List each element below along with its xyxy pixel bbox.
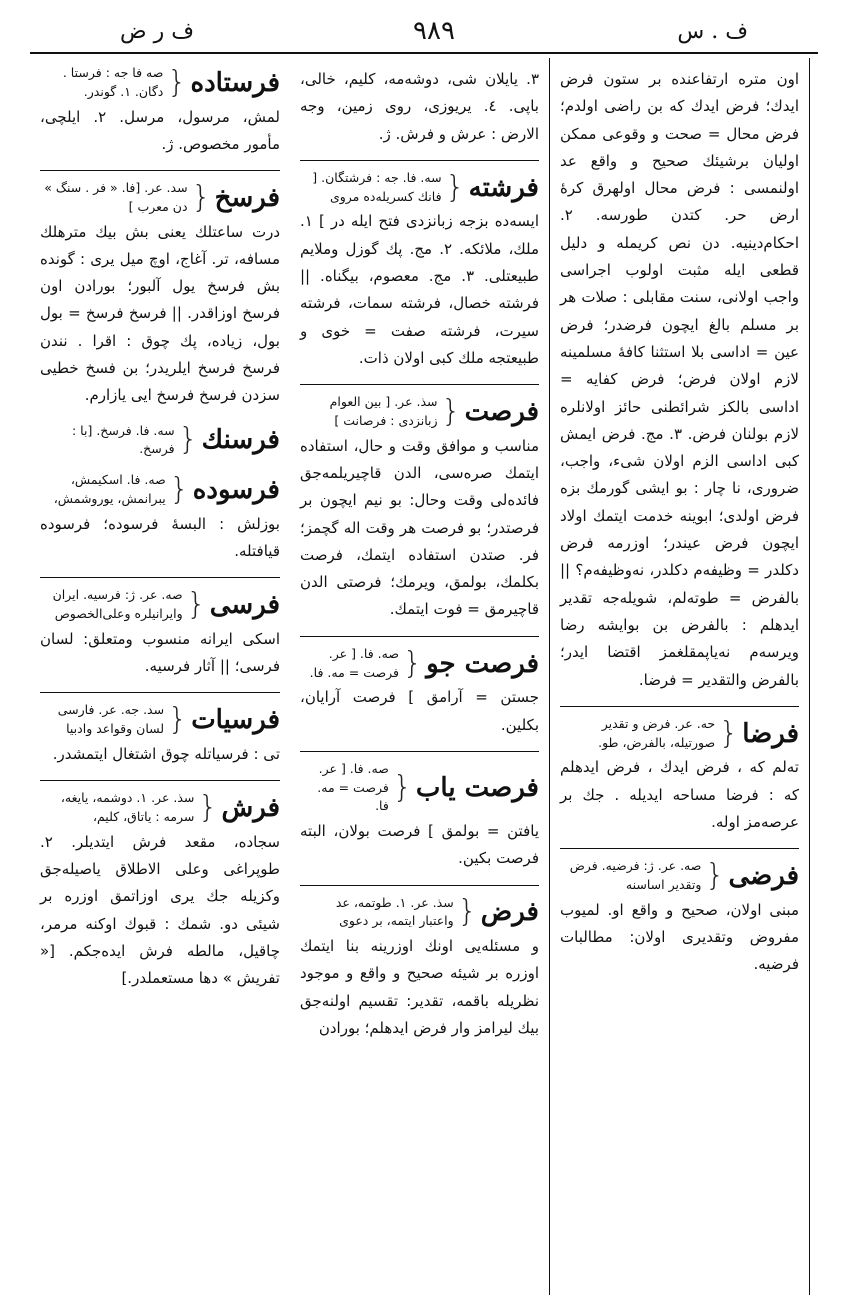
header-left-letters: ف ر ض	[120, 18, 195, 44]
headword: فرسنك	[201, 425, 280, 456]
column-middle	[290, 58, 550, 1295]
definition: جستن = آرامق ] فرصت آرايان، بكلين.	[300, 688, 539, 734]
definition: بوزلش : البسۀ فرسوده؛ فرسوده قيافتله.	[40, 514, 280, 560]
headword: فرستاده	[190, 67, 280, 98]
brace-icon: {	[168, 702, 188, 738]
entry-farzan	[560, 715, 799, 836]
entry-divider	[300, 885, 539, 886]
brace-icon: {	[719, 715, 739, 751]
headword: فرضا	[742, 718, 799, 749]
headword: فرسى	[209, 590, 280, 621]
brace-icon: {	[167, 64, 187, 100]
page-number: ٩٨٩	[413, 16, 455, 46]
headword: فرصت	[464, 396, 539, 427]
column-right	[30, 58, 290, 1295]
headword: فرسوده	[192, 474, 280, 505]
etymology: حه. عر. فرض و تقدير صورتيله، بالفرض، طو.	[598, 715, 716, 750]
brace-icon: {	[186, 587, 206, 623]
etymology: سد. عر. [فا. « فر . سنگ » دن معرب ]	[44, 180, 188, 214]
etymology: سذ. عر. ١. طوتمه، عد واعتبار ايتمه، بر دعوى	[335, 894, 454, 929]
etymology: صه. عر. ژ: فرسيه. ايران وايرانيلره وعلى‌الخصوص	[52, 587, 183, 622]
definition: ته‌لم كه ، فرض ايدك ، فرض ايدهلم كه : فرضا مساحه ايديله . جك بر عرصه‌مز اوله.	[560, 758, 799, 831]
entry-fersi	[40, 586, 280, 680]
entry-fersude	[40, 471, 280, 565]
headword: فرصت ياب	[415, 772, 539, 803]
brace-icon: {	[169, 471, 189, 507]
etymology: صه. فا. [ عر. فرصت = مه. فا.	[309, 645, 399, 680]
header-right-letters: ف . س	[677, 18, 748, 44]
headword: فرصت جو	[426, 648, 539, 679]
header-rule	[30, 52, 818, 54]
entry-divider	[40, 692, 280, 693]
brace-icon: {	[191, 179, 211, 215]
definition: ٣. يايلان شى، دوشه‌مه، كليم، خالى، باپى. ٤. يريوزى، روى زمين، وجه الارض : عرش و فرش. ژ.	[300, 70, 539, 143]
headword: فرسخ	[214, 182, 280, 213]
entry-continuation	[300, 66, 539, 148]
entry-divider	[560, 706, 799, 707]
brace-icon: {	[198, 789, 218, 825]
etymology: سد. جه. عر. فارسى لسان وقواعد وادبيا	[57, 702, 165, 737]
definition: يافتن = بولمق ] فرصت بولان، البته فرصت بكين.	[300, 822, 539, 868]
page-header	[30, 14, 818, 48]
etymology: سه. فا. جه : فرشتگان. [ فانك كسريله‌ده مروى	[312, 169, 442, 204]
entry-ferش	[40, 789, 280, 992]
entry-divider	[300, 160, 539, 161]
headword: فرسيات	[191, 705, 280, 736]
entry-fursat	[300, 393, 539, 624]
etymology: سذ. عر. ١. دوشمه، يايغه، سرمه : ياتاق، كليم،	[60, 790, 195, 824]
column-left	[550, 58, 810, 1295]
entry-fursat-yab	[300, 760, 539, 873]
entry-ferestade	[40, 64, 280, 158]
brace-icon: {	[178, 422, 198, 458]
definition: اسكى ايرانه منسوب ومتعلق: لسان فرسى؛ || آثار فرسيه.	[40, 629, 280, 676]
entry-fereshte	[300, 169, 539, 372]
definition: درت ساعتلك يعنى بش بيك مترهلك مسافه، تر. آغاج، اوچ ميل يرى : گونده بش فرسخ يول آلبور؛ بورادن اون فرسخ اوزاقدر. || فرسخ فرسخ = بول بول، زياده، پك چوق : اقرا . نندن فرسخ فرسخ ايلريدر؛ بن فسخ خطيى سزدن فرسخ فرسخ ايى يازارم.	[40, 222, 280, 405]
entry-farzi	[560, 857, 799, 978]
entry-divider	[40, 780, 280, 781]
etymology: صه. فا. اسكيمش، يبرانمش، يوروشمش،	[53, 472, 166, 506]
entry-fersiyat	[40, 701, 280, 768]
brace-icon: {	[441, 393, 461, 429]
entry-continuation	[560, 66, 799, 694]
definition: مناسب و موافق وقت و حال، استفاده ايتمك صره‌سى، الدن قاچيريلمه‌جق فائده‌لى وقت وحال: بو نيم ايچون بر فرصتدر؛ بو فرصت هر وقت اله گچمز؛ فر. صتدن استفاده ايتمك، فرصت بكلمك، بولمق، ويرمك؛ فرصتى الدن قاچيرمق = فوت ايتمك.	[300, 436, 539, 619]
brace-icon: {	[705, 857, 725, 893]
brace-icon: {	[445, 169, 465, 205]
entry-divider	[560, 848, 799, 849]
columns	[30, 58, 818, 1295]
entry-fursat-ju	[300, 645, 539, 739]
etymology: صه. فا. [ عر. فرصت = مه. فا.	[317, 760, 389, 814]
definition: سجاده، مقعد فرش ايتديلر. ٢. طوپراغى وعلى الاطلاق ياصيله‌جق وكزيله جك يرى اوزاتمق اوزره بر شيئى دو. شمك : قبوك اوكنه مرمر، چاقيل، مالطه فرش ايده‌جكم. [« تفريش » دها مستعملدر.]	[40, 832, 280, 988]
etymology: سذ. عر. [ بين العوام زبانزدى : فرصانت ]	[329, 394, 438, 428]
entry-farz	[300, 894, 539, 1043]
entry-fersah	[40, 179, 280, 410]
etymology: صه. عر. ژ: فرضيه. فرض وتقدير اساسنه	[569, 858, 702, 892]
entry-divider	[40, 577, 280, 578]
definition: ايسه‌ده بزجه زبانزدى فتح ايله در ] ١. ملك، ملائكه. ٢. مج. پك گوزل وملايم طبيعتلى. ٣. مج. معصوم، بيگناه. || فرشته خصال، فرشته سمات، فرشته سيرت، فرشته صفت = خوى و طبيعتجه ملك كبى اولان ذات.	[300, 212, 540, 367]
definition: تى : فرسياتله چوق اشتغال ايتمشدر.	[52, 744, 280, 763]
headword: فرضى	[728, 860, 799, 891]
definition: لمش، مرسول، مرسل. ٢. ایلچی، مأمور مخصوص. ژ.	[40, 107, 280, 153]
entry-fersenk	[40, 422, 280, 460]
headword: فرش	[221, 792, 280, 823]
brace-icon: {	[402, 645, 423, 681]
etymology: سه. فا. فرسخ. [با : فرسخ.	[72, 422, 175, 457]
brace-icon: {	[457, 894, 477, 930]
definition: اون متره ارتفاعنده بر ستون فرض ايدك؛ فرض ايدك كه بن راضى اولدم؛ فرض محال = صحت و وقوعى ممكن اوليان برشيئك صحيح و واقع عد اولنمسى : فرض محال اولهرق كرۀ ارض حر. كتدن طورسه. ٢. احكام‌دينيه. دن نص كريمله و دليل قطعى ايله مثبت اولوب اجراسى واجب اولانى، سنت مقابلى : صلات هر بر مسلم بالغ ايچون فرضدر؛ فرض عين = اداسى بلا استثنا كافۀ مسلمينه لازم اولان فرض؛ فرض كفايه = اداسى بالكز شرائطنى حائز اولانلره لازم بولنان فرض. ٣. مج. فرض ايمش كبى اداسى الزم اولان شىء، واجب، ضرورى، نا چار : بو ايشى گورمك بزه فرض اولدى؛ ابوينه خدمت ايتمك اولاد ايچون فرض عيندر؛ اوزرمه فرض دكلدر = وظيفه‌م دكلدر، نه‌وظيفه‌م؟ || بالفرض = طوته‌لم، شويله‌جه تقدير ايدهلم : بالفرض بن بوايشه رضا ويرسه‌م نه‌يا‌پمقلغمز اقتضا ايدر؛ بالفرض والتقدير = فرضا.	[560, 70, 799, 689]
headword: فرشته	[468, 172, 539, 203]
brace-icon: {	[392, 769, 412, 805]
entry-divider	[300, 384, 539, 385]
headword: فرض	[480, 897, 539, 928]
definition: مبنى اولان، صحيح و واقع او. لميوب مفروض وتقديرى اولان: مطالبات فرضيه.	[560, 900, 799, 974]
entry-divider	[40, 170, 280, 171]
etymology: صه فا جه : فرستا . دگان. ١. گوندر.	[62, 65, 164, 99]
entry-divider	[300, 636, 539, 637]
entry-divider	[300, 751, 539, 752]
definition: و مسئله‌يى اونك اوزرينه بنا ايتمك اوزره بر شيئه صحيح و واقع و موجود نظريله باقمه، تقدير: تقسيم اولنه‌جق بيك ليرامز وار فرض ايدهلم؛ بورادن	[300, 937, 539, 1038]
